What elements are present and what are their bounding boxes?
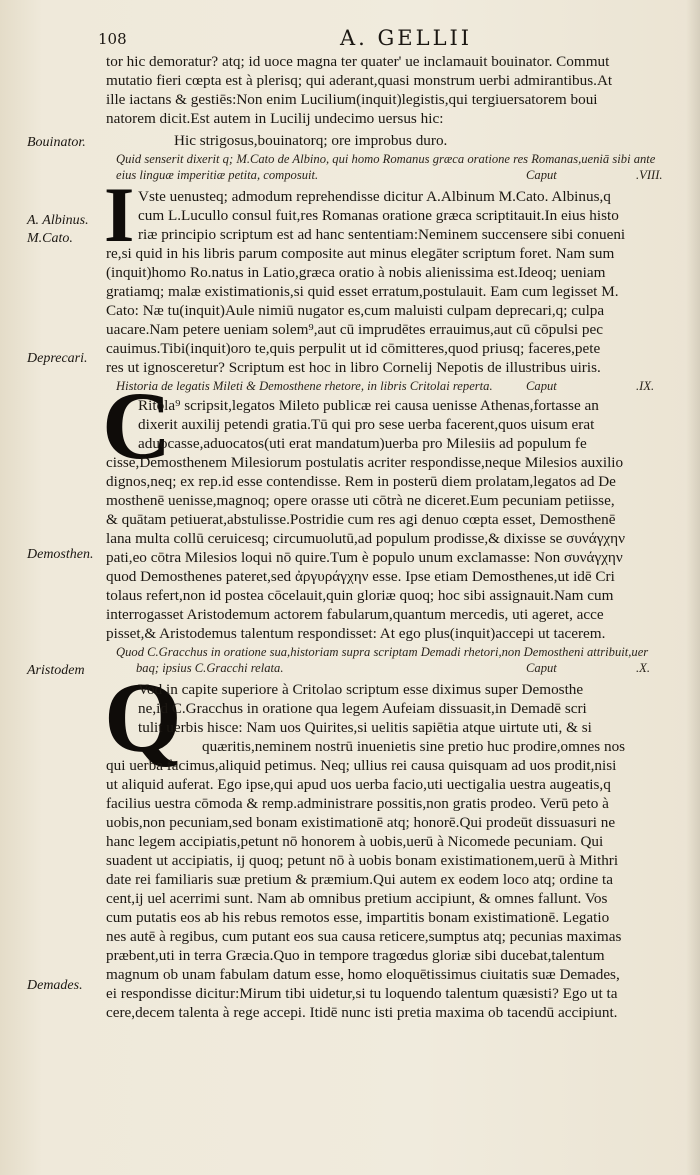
drop-cap-c: C [102,372,172,479]
page-header [0,26,700,52]
text-line: tulit uerbis hisce: Nam uos Quirites,si uelitis sapiētia atque uirtute uti, & si [138,719,592,736]
text-line: uacare.Nam petere ueniam solem⁹,aut cū imprudētes errauimus,aut cū cōpulsi pec [106,321,604,338]
text-line: hanc legem accipiatis,petunt nō honorem à uobis,uerū à Nicomede pecuniam. Qui [106,833,604,850]
text-line: mosthenē uenisse,magnoq; opere orasse uti cōtrà ne diceret.Eum pecuniam petiisse, [106,492,615,509]
text-line: ei respondisse dicitur:Mirum tibi uidetur,si tu loquendo talentum quæsisti? Ego ut ta [106,985,618,1002]
text-line: dixerit auxilij petendi gratia.Tū qui pro sese uerba facerent,quos uisum erat [138,416,595,433]
chapter-heading [116,167,678,183]
text-line: (inquit)homo Ro.natus in Latio,græca oratio à nobis alienissima est.Ideoq; ueniam [106,264,606,281]
text-line: cent,ij uel acerrimi sunt. Nam ab omnibus pretium accipiunt, & omnes fallunt. Vos [106,890,608,907]
sidenote-demades: Demades. [27,978,83,993]
text-line: re,si quid in his libris parum composite aut minus elegāter scriptum foret. Nam sum [106,245,615,262]
text-line: Ritola⁹ scripsit,legatos Mileto publicæ rei causa uenisse Athenas,fortasse an [138,397,599,414]
text-line: nes autē à regibus, cum putant eos sua causa reticere,sumptus atq; pecunias maximas [106,928,622,945]
chapter-heading: Quod C.Gracchus in oratione sua,historiam supra scriptam Demadi rhetori,non Demostheni attribuit,uer [116,645,649,659]
chapter-heading: Quid senserit dixerit q; M.Cato de Albino, qui homo Romanus græca oratione res Romanas,ueniā sibi ante [116,152,656,166]
sidenote-bouinator: Bouinator. [27,135,86,150]
text-line: facilius uestra cōmoda & remp.administrare possitis,non gratis prodeo. Verū peto à [106,795,609,812]
chapter-heading [116,660,678,676]
page-edge-shadow [686,0,700,1175]
text-line: & quātam petiuerat,abstulisse.Postridie cum res agi denuo cœpta esset, Demosthenē [106,511,616,528]
chapter-heading [116,378,678,394]
text-line: Vod in capite superiore à Critolao scriptum esse diximus super Demosthe [138,681,584,698]
text-line: dignos,neq; ex rep.id esse contendisse. Rem in posterū diem prolatam,legatos ad De [106,473,616,490]
chapter-number: .VIII. [636,168,663,182]
text-line: tolaus refert,non id postea cōcelauit,quin gloriæ quoq; hoc sibi assignauit.Nam cum [106,587,614,604]
text-line: uobis,non pecuniam,sed bonam existimationē atq; honorē.Qui prodeūt dissuasuri ne [106,814,616,831]
text-line: aduocasse,aduocatos(uti erat mandatum)uerba pro Milesiis ad populum fe [138,435,587,452]
text-line: cum L.Lucullo consul fuit,res Romanas oratione græca scriptitauit.In eius histo [138,207,619,224]
sidenote-demosthenes: Demosthen. [27,547,94,562]
text-line: magnum ob unam fabulam datum esse, homo eloquētissimus ciuitatis suæ Demades, [106,966,620,983]
chapter-number: .X. [636,661,650,675]
chapter-label: Caput [526,168,557,182]
chapter-number: .IX. [636,379,655,393]
drop-cap-q: Q [104,662,182,773]
text-line: mutatio fieri cœpta est à plerisq; qui aderant,quasi monstrum uerbi admirantibus.At [106,72,613,89]
text-line: ut aliquid auferat. Ego ipse,qui apud uos uerba facio,uti uectigalia uestra augeatis,q [106,776,611,793]
text-line: riæ principio scriptum est ad hanc sententiam:Neminem succensere sibi conueni [138,226,626,243]
text-line: natorem dicit.Est autem in Lucilij undecimo uersus hic: [106,110,444,127]
text-line: quod Demosthenes pateret,sed ἀργυράγχην esse. Ipse etiam Demosthenes,ut idē Cri [106,568,615,585]
text-line: Vste uenusteq; admodum reprehendisse dicitur A.Albinum M.Cato. Albinus,q [138,188,611,205]
text-line: gratiamq; malæ existimationis,si quid esset erratum,postulauit. Eam cum legisset M. [106,283,619,300]
text-line: date rei familiaris suæ pretium & præmium.Qui autem ex eodem loco atq; ordine ta [106,871,613,888]
text-line: cum putatis eos ab his rebus remotos esse, impartitis bonam existimationē. Legatio [106,909,610,926]
text-line: pisset,& Aristodemus talentum respondisset: At ego plus(inquit)accepi ut tacerem. [106,625,606,642]
text-line: ne,id C.Gracchus in oratione qua legem Aufeiam dissuasit,in Demadē scri [138,700,587,717]
chapter-heading-text: eius linguæ imperitiæ petita, composuit. [116,168,319,182]
folio-number: 108 [98,30,127,48]
chapter-label: Caput [526,379,557,393]
text-line: suadent ut accipiatis, ij quoq; petunt nō à uobis bonam existimationem,uerū à Mithri [106,852,619,869]
text-line: Cato: Næ tu(inquit)Aule nimiū nugator es,cum maluisti culpam deprecari,q; culpa [106,302,605,319]
sidenote-albinus: A. Albinus. [27,213,89,228]
chapter-heading-text: Historia de legatis Mileti & Demosthene rhetore, in libris Critolai reperta. [116,379,493,393]
verse-line: Hic strigosus,bouinatorq; ore improbus duro. [174,132,448,149]
drop-cap-i: I [104,171,135,258]
text-line: ille iactans & gestiēs:Non enim Lucilium(inquit)legistis,qui tergiuersatorem boui [106,91,598,108]
text-line: cauimus.Tibi(inquit)oro te,quis perpulit ut id cōmitteres,quod priusq; faceres,pete [106,340,601,357]
text-line: cisse,Demosthenem Milesiorum postulatis acriter respondisse,neque Milesios auxilio [106,454,624,471]
chapter-heading-text: baq; ipsius C.Gracchi relata. [136,661,284,675]
text-line: qui uerba facimus,aliquid petimus. Neq; ullius rei causa quisquam ad uos prodit,nisi [106,757,617,774]
text-line: pati,eo cōtra Milesios loqui nō quire.Tum è populo unum exclamasse: Non συνάγχην [106,549,623,566]
text-line: quæritis,neminem nostrū inuenietis sine pretio huc prodire,omnes nos [202,738,626,755]
text-line: tor hic demoratur? atq; id uoce magna ter quater' ue inclamauit bouinator. Commut [106,53,610,70]
text-line: res ut ignosceretur? Scriptum est hoc in libro Cornelij Nepotis de illustribus uiris. [106,359,601,376]
sidenote-cato: M.Cato. [27,231,73,246]
text-line: præbent,uti in terra Græcia.Quo in tempore tragœdus gloriæ sibi ducebat,talentum [106,947,605,964]
sidenote-aristodemus: Aristodem [27,663,85,678]
sidenote-deprecari: Deprecari. [27,351,88,366]
text-line: lana multa collū ceruicesq; circumuolutū,ad populum prodisse,& dixisse se συνάγχην [106,530,625,547]
text-line: interrogasset Aristodemum actorem fabularum,quantum mercedis, uti ageret, acce [106,606,604,623]
text-line: cere,decem talenta à rege accepi. Itidē nunc isti pretia maxima ob tacendū accipiunt. [106,1004,618,1021]
chapter-label: Caput [526,661,557,675]
running-title: A. GELLII [340,26,473,50]
